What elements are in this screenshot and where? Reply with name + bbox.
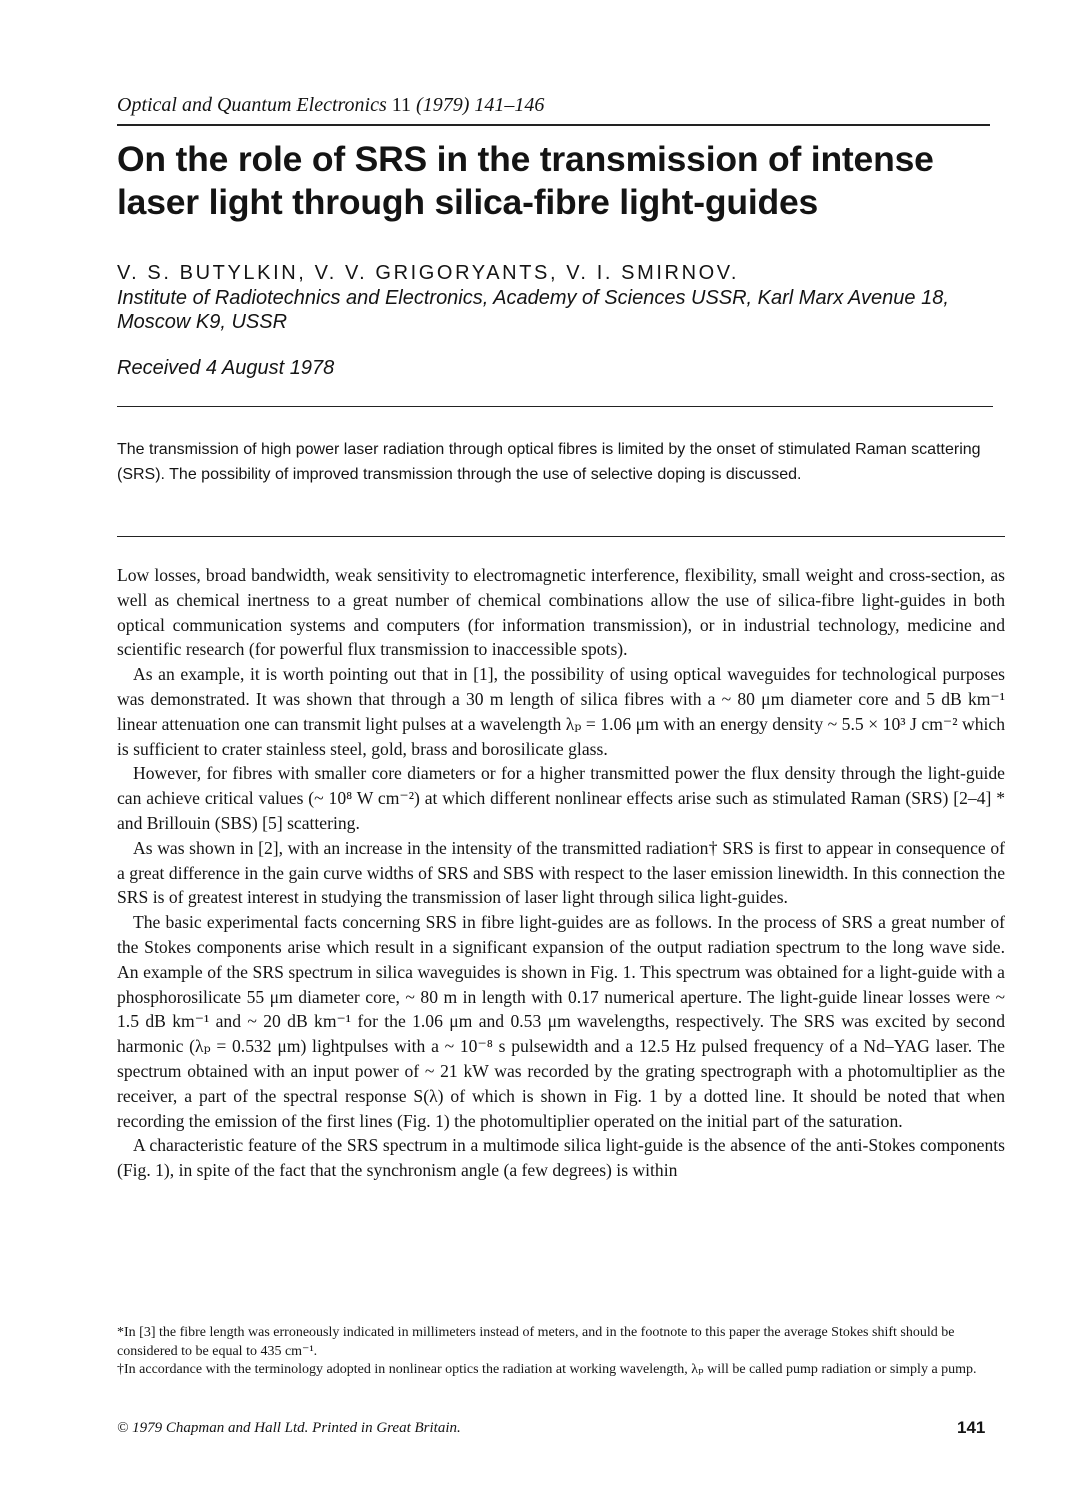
body-paragraph: As an example, it is worth pointing out that in [1], the possibility of using optical waveguides for technological purposes was demonstrated. It was shown that through a 30 m length of silica fibres with a ~ 80 μm diameter core and 5 dB km⁻¹ linear attenuation one can transmit light pulses at a wavelength λₚ = 1.06 μm with an energy density ~ 5.5 × 10³ J cm⁻² which is sufficient to crater stainless steel, gold, brass and borosilicate glass. (117, 664, 1005, 759)
journal-year-pages: (1979) 141–146 (416, 94, 545, 116)
body-text (117, 563, 1005, 1183)
journal-name: Optical and Quantum Electronics (117, 94, 387, 116)
journal-citation (117, 94, 544, 117)
paper-title: On the role of SRS in the transmission of intense laser light through silica-fibre light-guides (117, 139, 934, 222)
copyright-notice: © 1979 Chapman and Hall Ltd. Printed in Great Britain. (117, 1420, 461, 1436)
abstract: The transmission of high power laser radiation through optical fibres is limited by the onset of stimulated Raman scattering (SRS). The possibility of improved transmission through the use of selective doping is discussed. (117, 441, 981, 483)
received-date: Received 4 August 1978 (117, 357, 335, 379)
affiliation: Institute of Radiotechnics and Electronics, Academy of Sciences USSR, Karl Marx Avenue 18, Moscow K9, USSR (117, 287, 949, 333)
footnote: *In [3] the fibre length was erroneously indicated in millimeters instead of meters, and in the footnote to this paper the average Stokes shift should be considered to be equal to 435 cm⁻¹. (117, 1325, 955, 1359)
page-number: 141 (957, 1418, 986, 1437)
authors: V. S. BUTYLKIN, V. V. GRIGORYANTS, V. I. SMIRNOV. (117, 262, 740, 284)
body-paragraph: A characteristic feature of the SRS spectrum in a multimode silica light-guide is the absence of the anti-Stokes components (Fig. 1), in spite of the fact that the synchronism angle (a few degrees) is within (117, 1135, 1005, 1181)
body-paragraph: Low losses, broad bandwidth, weak sensitivity to electromagnetic interference, flexibility, small weight and cross-section, as well as chemical inertness to a great number of chemical combinations allow the use of silica-fibre light-guides in both optical communication systems and computers (for information transmission), or in industrial technology, medicine and scientific research (for powerful flux transmission to inaccessible spots). (117, 565, 1005, 660)
body-paragraph: As was shown in [2], with an increase in the intensity of the transmitted radiation† SRS is first to appear in consequence of a great difference in the gain curve widths of SRS and SBS with respect to the laser emission linewidth. In this connection the SRS is of greatest interest in studying the transmission of laser light through silica light-guides. (117, 837, 1005, 908)
journal-volume: 11 (391, 94, 412, 116)
body-paragraph: The basic experimental facts concerning SRS in fibre light-guides are as follows. In the process of SRS a great number of the Stokes components arise which result in a significant expansion of the output radiation spectrum to the long wave side. An example of the SRS spectrum in silica waveguides is shown in Fig. 1. This spectrum was obtained for a light-guide with a phosphorosilicate 55 μm diameter core, ~ 80 m in length with 0.17 numerical aperture. The light-guide linear losses were ~ 1.5 dB km⁻¹ and ~ 20 dB km⁻¹ for the 1.06 μm and 0.53 μm wavelengths, respectively. The SRS was excited by second harmonic (λₚ = 0.532 μm) lightpulses with a ~ 10⁻⁸ s pulsewidth and a 12.5 Hz pulsed frequency of a Nd–YAG laser. The spectrum obtained with an input power of ~ 21 kW was recorded by the grating spectrograph with a photomultiplier as the receiver, a part of the spectral response S(λ) of which is shown in Fig. 1 by a dotted line. It should be noted that when recording the emission of the first lines (Fig. 1) the photomultiplier operated on the initial part of the saturation. (117, 912, 1005, 1131)
header-rule (117, 124, 990, 126)
abstract-rule-top (117, 406, 993, 407)
footnote: †In accordance with the terminology adopted in nonlinear optics the radiation at working wavelength, λₚ will be called pump radiation or simply a pump. (117, 1362, 977, 1377)
footnotes (117, 1324, 997, 1380)
abstract-rule-bottom (117, 536, 1005, 537)
body-paragraph: However, for fibres with smaller core diameters or for a higher transmitted power the flux density through the light-guide can achieve critical values (~ 10⁸ W cm⁻²) at which different nonlinear effects arise such as stimulated Raman (SRS) [2–4] * and Brillouin (SBS) [5] scattering. (117, 763, 1005, 833)
